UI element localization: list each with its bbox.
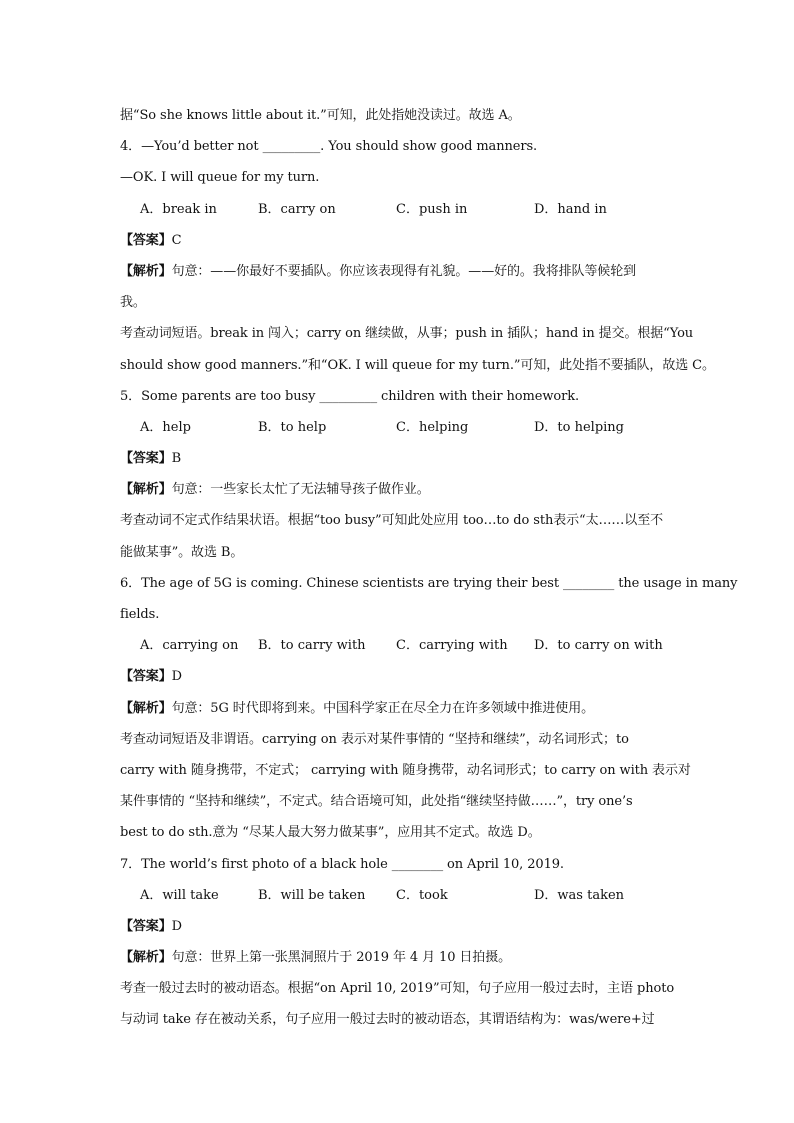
text-line: fields. [120, 607, 160, 622]
text-line: carry with 随身携带，不定式； carrying with 随身携带，动名词形式；to carry on with 表示对 [120, 762, 691, 778]
analysis-text: 句意：——你最好不要插队。你应该表现得有礼貌。——好的。我将排队等候轮到 [171, 263, 637, 279]
question-7-stem: 7．The world’s first photo of a black hole ________ on April 10, 2019. [120, 856, 564, 872]
question-7-options [120, 880, 680, 911]
answer-value: B [171, 451, 182, 467]
option-d: D．was taken [534, 887, 625, 903]
text-line: 与动词 take 存在被动关系，句子应用一般过去时的被动语态，其谓语结构为：was/were+过 [120, 1012, 655, 1028]
text-line: 考查一般过去时的被动语态。根据“on April 10, 2019”可知，句子应用一般过去时，主语 photo [120, 981, 675, 997]
option-b: B．to help [258, 419, 327, 435]
answer-tag: 【答案】 [120, 669, 172, 685]
question-4-analysis [120, 256, 680, 287]
option-b: B．to carry with [258, 638, 366, 654]
option-a: A．break in [140, 201, 217, 217]
document-content [120, 100, 738, 1036]
analysis-tag: 【解析】 [120, 700, 172, 716]
option-c: C．push in [396, 201, 468, 217]
answer-value: C [171, 232, 182, 248]
question-4-options [120, 194, 680, 225]
analysis-text: 句意：5G 时代即将到来。中国科学家正在尽全力在许多领域中推进使用。 [171, 700, 594, 716]
question-6-options [120, 630, 680, 661]
analysis-tag: 【解析】 [120, 950, 172, 966]
option-b: B．carry on [258, 201, 336, 217]
question-7-analysis [120, 942, 680, 973]
option-d: D．to carry on with [534, 638, 663, 654]
text-line: 能做某事”。故选 B。 [120, 544, 244, 560]
text-line: best to do sth.意为 “尽某人最大努力做某事”，应用其不定式。故选 D。 [120, 825, 541, 841]
question-5-stem: 5．Some parents are too busy _________ children with their homework. [120, 388, 580, 404]
text-line: 某件事情的 “坚持和继续”，不定式。结合语境可知，此处指“继续坚持做……”，try one’s [120, 794, 633, 810]
option-c: C．helping [396, 419, 469, 435]
text-line: 据“So she knows little about it.”可知，此处指她没读过。故选 A。 [120, 108, 521, 123]
answer-value: D [171, 918, 182, 934]
option-b: B．will be taken [258, 887, 366, 903]
question-5-analysis [120, 474, 680, 505]
answer-value: D [171, 669, 182, 685]
analysis-text: 句意：一些家长太忙了无法辅导孩子做作业。 [171, 482, 430, 498]
question-6-answer [120, 661, 680, 692]
question-4-response: —OK. I will queue for my turn. [120, 170, 320, 186]
analysis-text: 句意：世界上第一张黑洞照片于 2019 年 4 月 10 日拍摄。 [171, 950, 512, 966]
option-a: A．help [140, 419, 191, 435]
question-7-answer [120, 911, 680, 942]
option-d: D．hand in [534, 201, 607, 217]
option-c: C．carrying with [396, 638, 508, 654]
analysis-tag: 【解析】 [120, 263, 172, 279]
answer-tag: 【答案】 [120, 232, 172, 248]
question-6-stem: 6．The age of 5G is coming. Chinese scientists are trying their best ________ the usage in many [120, 575, 738, 591]
text-line: 考查动词不定式作结果状语。根据“too busy”可知此处应用 too…to do sth表示“太……以至不 [120, 513, 664, 529]
question-6-analysis [120, 693, 680, 724]
question-5-answer [120, 443, 680, 474]
answer-tag: 【答案】 [120, 451, 172, 467]
option-a: A．carrying on [140, 638, 239, 654]
option-c: C．took [396, 887, 448, 903]
text-line: 我。 [120, 295, 146, 311]
question-4-stem: 4．—You’d better not _________. You should show good manners. [120, 139, 538, 155]
question-4-answer [120, 225, 680, 256]
option-a: A．will take [140, 887, 219, 903]
text-line: 考查动词短语及非谓语。carrying on 表示对某件事情的 “坚持和继续”，动名词形式；to [120, 731, 629, 747]
analysis-tag: 【解析】 [120, 482, 172, 498]
answer-tag: 【答案】 [120, 918, 172, 934]
question-5-options [120, 412, 680, 443]
text-line: should show good manners.”和“OK. I will queue for my turn.”可知，此处指不要插队，故选 C。 [120, 357, 715, 373]
option-d: D．to helping [534, 419, 625, 435]
text-line: 考查动词短语。break in 闯入；carry on 继续做，从事；push in 插队；hand in 提交。根据“You [120, 326, 694, 342]
